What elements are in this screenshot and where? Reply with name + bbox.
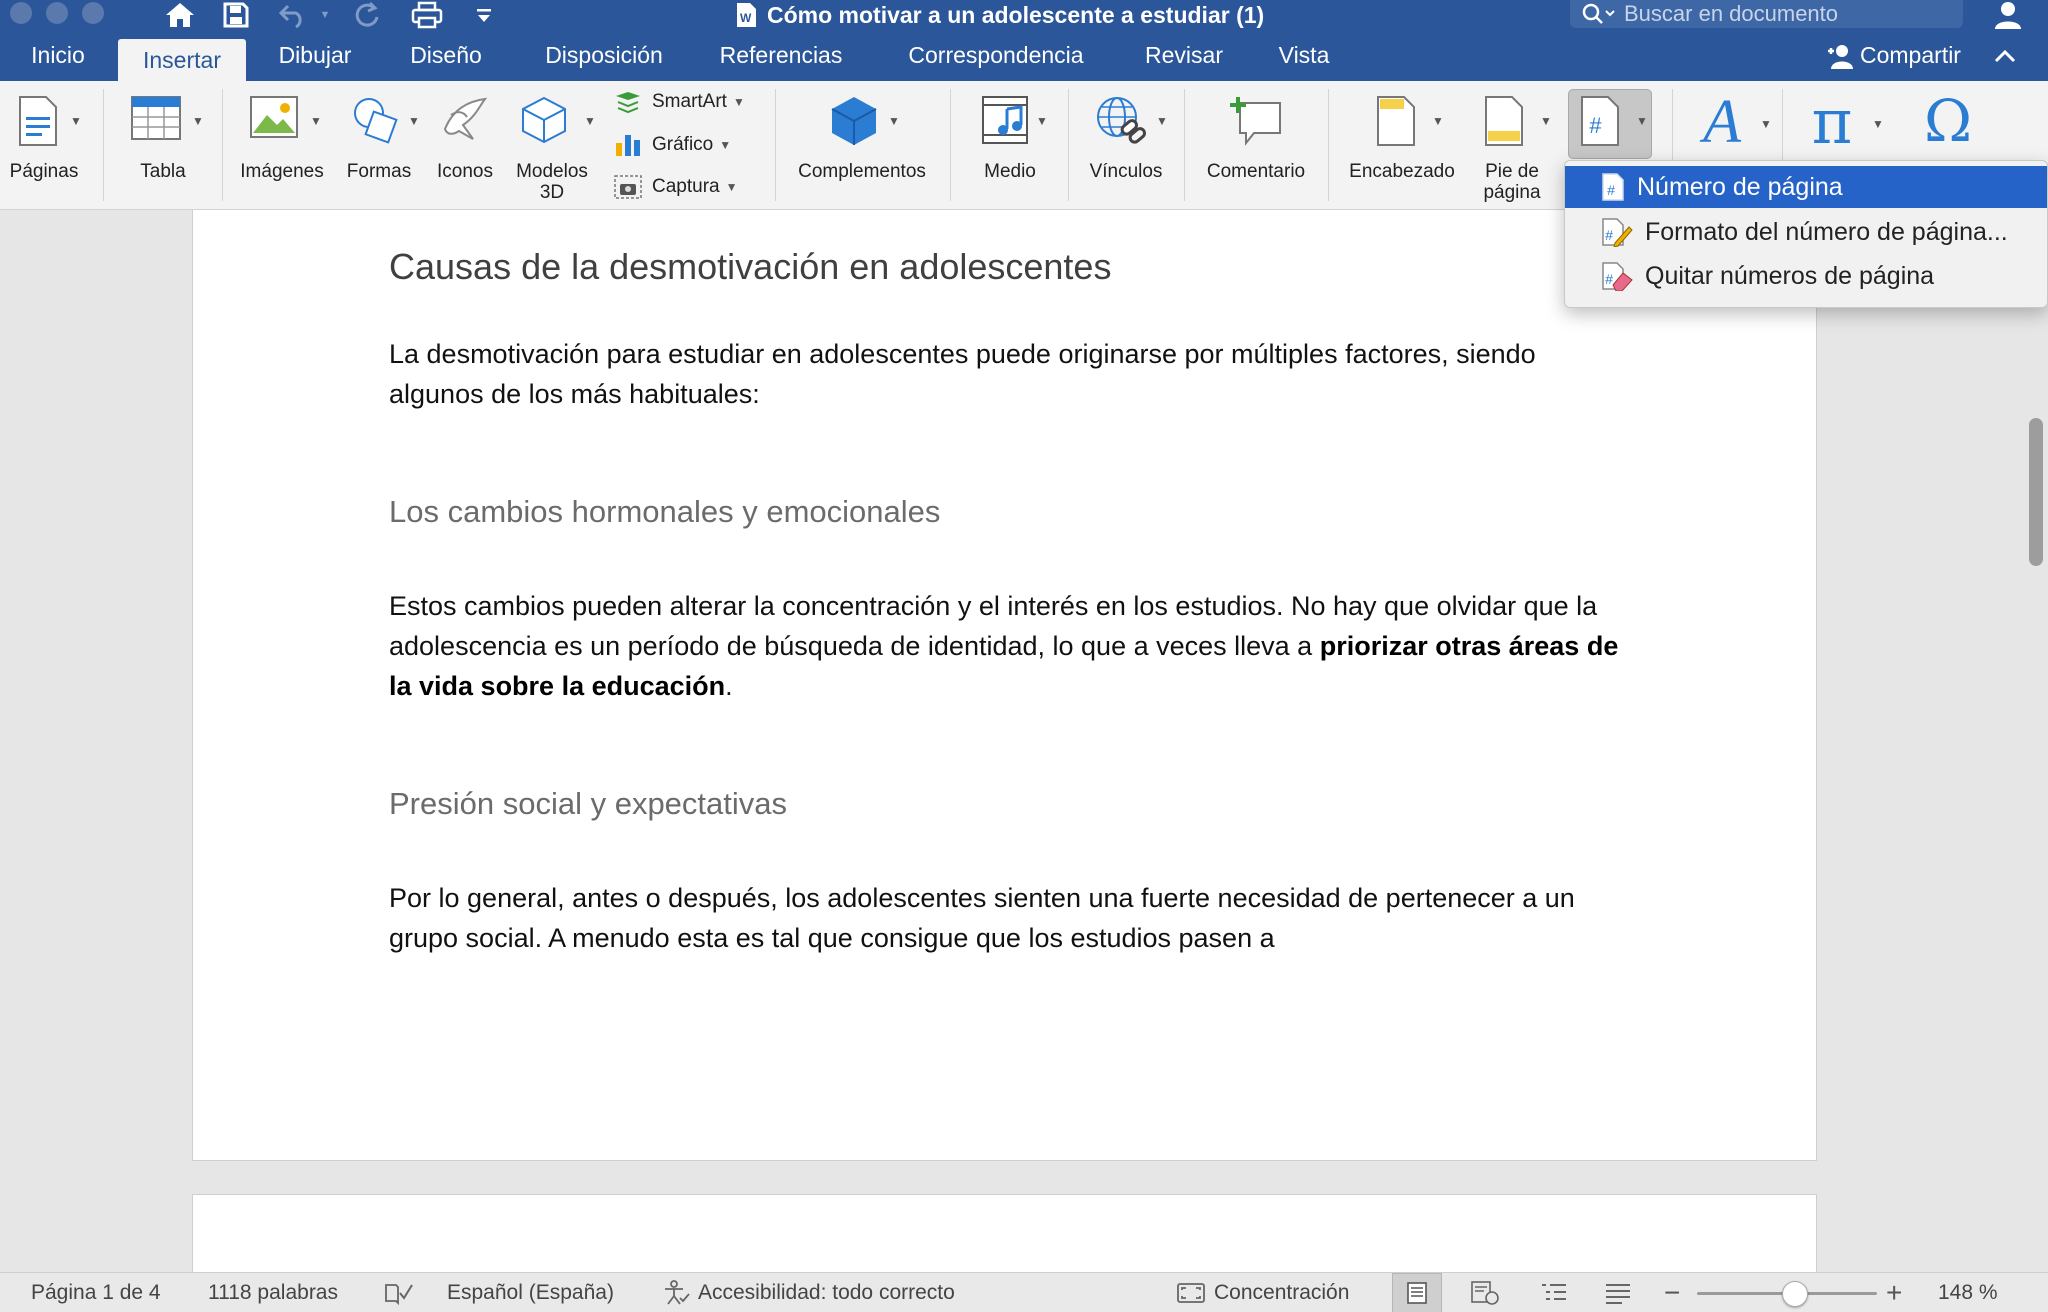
chevron-down-icon: ▼	[1636, 114, 1648, 128]
screenshot-button[interactable]	[614, 170, 738, 204]
draft-view-icon[interactable]	[1604, 1273, 1632, 1312]
document-page-next[interactable]	[192, 1194, 1817, 1272]
account-icon[interactable]	[1988, 0, 2028, 30]
print-icon[interactable]	[408, 0, 446, 30]
customize-toolbar-icon[interactable]	[472, 0, 496, 30]
comment-label: Comentario	[1206, 161, 1306, 182]
chevron-down-icon: ▼	[1540, 114, 1552, 128]
undo-dropdown-icon[interactable]: ▼	[319, 9, 331, 21]
images-label: Imágenes	[240, 161, 324, 182]
close-window-button[interactable]	[10, 2, 32, 24]
ribbon-separator	[222, 89, 223, 201]
page-number-icon	[1578, 95, 1622, 147]
pi-equation-icon: π	[1811, 85, 1853, 158]
language-status[interactable]: Español (España)	[447, 1281, 614, 1304]
svg-text:W: W	[740, 11, 752, 25]
addins-label: Complementos	[798, 161, 926, 182]
menu-item-page-number[interactable]	[1565, 166, 2048, 208]
footer-button[interactable]	[1468, 81, 1556, 210]
image-icon	[249, 95, 299, 139]
subheading-cambios-hormonales: Los cambios hormonales y emocionales	[389, 494, 941, 529]
ribbon-separator	[775, 89, 776, 201]
ribbon-separator	[103, 89, 104, 201]
page-count[interactable]: Página 1 de 4	[31, 1281, 161, 1304]
menu-item-format-page-number-label: Formato del número de página...	[1645, 217, 2008, 246]
pages-label: Páginas	[9, 161, 79, 182]
add-person-icon	[1822, 43, 1854, 69]
pages-button[interactable]	[0, 81, 88, 210]
focus-label: Concentración	[1214, 1281, 1350, 1304]
svg-text:#: #	[1607, 182, 1615, 198]
shapes-label: Formas	[346, 161, 412, 182]
comment-button[interactable]	[1196, 81, 1316, 210]
zoom-window-button[interactable]	[82, 2, 104, 24]
tab-correspondencia[interactable]: Correspondencia	[908, 42, 1084, 68]
chevron-down-icon: ▼	[719, 138, 732, 152]
chevron-down-icon: ▼	[70, 114, 82, 128]
shapes-button[interactable]	[334, 81, 424, 210]
svg-text:#: #	[1605, 227, 1613, 243]
menu-item-remove-page-numbers-label: Quitar números de página	[1645, 261, 1935, 290]
save-icon[interactable]	[220, 0, 252, 30]
chevron-down-icon: ▼	[1036, 114, 1048, 128]
smartart-icon	[614, 90, 642, 114]
addins-cube-icon	[828, 95, 880, 147]
paragraph-cambios-text: Estos cambios pueden alterar la concentración y el interés en los estudios. No hay que olvidar que la adolescencia es un período de búsqueda de identidad, lo que a veces lleva a	[389, 591, 1598, 661]
tab-insertar[interactable]: Insertar	[118, 39, 246, 81]
menu-item-remove-page-numbers[interactable]	[1565, 255, 2048, 297]
tab-referencias[interactable]: Referencias	[719, 42, 843, 68]
footer-label	[1468, 161, 1556, 203]
accessibility-icon	[662, 1280, 690, 1306]
camera-icon	[614, 175, 642, 199]
media-film-icon	[981, 95, 1035, 147]
footer-label-line1: Pie de	[1485, 161, 1539, 182]
link-globe-icon	[1095, 95, 1149, 147]
outline-view-icon[interactable]	[1540, 1273, 1568, 1312]
vertical-scrollbar[interactable]	[2026, 210, 2048, 1272]
accessibility-label: Accesibilidad: todo correcto	[698, 1281, 955, 1304]
media-label: Medio	[984, 161, 1036, 182]
word-document-icon	[735, 2, 757, 28]
collapse-ribbon-chevron-up-icon[interactable]	[1994, 30, 2016, 81]
tab-dibujar[interactable]: Dibujar	[278, 42, 352, 68]
tab-disposicion[interactable]: Disposición	[545, 42, 663, 68]
search-icon	[1582, 3, 1616, 25]
header-label: Encabezado	[1349, 161, 1455, 182]
ribbon-separator	[1328, 89, 1329, 201]
scrollbar-thumb[interactable]	[2029, 418, 2043, 566]
pages-icon	[16, 95, 60, 147]
svg-text:#: #	[1589, 113, 1602, 138]
chevron-down-icon: ▼	[192, 114, 204, 128]
images-button[interactable]	[234, 81, 330, 210]
paragraph-intro: La desmotivación para estudiar en adolescentes puede originarse por múltiples factores, siendo algunos de los más habituales:	[389, 339, 1536, 409]
page-number-menu	[1564, 160, 2048, 308]
cube-icon	[519, 95, 569, 145]
chevron-down-icon: ▼	[584, 114, 596, 128]
chevron-down-icon: ▼	[725, 180, 738, 194]
3d-models-button[interactable]	[504, 81, 600, 210]
3d-models-label-line1: Modelos	[516, 161, 588, 182]
heading-causas: Causas de la desmotivación en adolescentes	[389, 246, 1112, 287]
menu-item-page-number-label: Número de página	[1637, 172, 1843, 201]
tab-revisar[interactable]: Revisar	[1145, 42, 1223, 68]
remove-page-numbers-eraser-icon	[1601, 261, 1633, 291]
paragraph-cambios-bold: priorizar otras áreas de la vida sobre la educación	[389, 631, 1619, 701]
focus-mode-button[interactable]	[1176, 1273, 1349, 1312]
share-button[interactable]	[1822, 30, 1961, 81]
smartart-label: SmartArt	[652, 91, 727, 112]
chevron-down-icon: ▼	[1156, 114, 1168, 128]
page-number-icon	[1601, 172, 1625, 202]
footer-label-line2: página	[1483, 182, 1541, 203]
document-title-text: Cómo motivar a un adolescente a estudiar (1)	[767, 1, 1265, 28]
3d-models-label	[504, 161, 600, 203]
subheading-presion-social: Presión social y expectativas	[389, 786, 788, 821]
chevron-down-icon: ▼	[408, 114, 420, 128]
smartart-button[interactable]	[614, 85, 745, 119]
chevron-down-icon: ▼	[888, 114, 900, 128]
web-layout-view-icon[interactable]	[1470, 1273, 1500, 1312]
search-placeholder: Buscar en documento	[1624, 1, 1839, 26]
status-bar	[0, 1272, 2048, 1312]
redo-icon[interactable]	[350, 0, 384, 30]
chart-label: Gráfico	[652, 134, 714, 155]
ribbon-tab-bar	[0, 30, 2048, 81]
bar-chart-icon	[614, 133, 642, 157]
text-box-icon: A	[1703, 88, 1741, 156]
chevron-down-icon: ▼	[732, 95, 745, 109]
chevron-down-icon: ▼	[1872, 117, 1884, 131]
chevron-down-icon: ▼	[1432, 114, 1444, 128]
paragraph-cambios-end: .	[725, 671, 733, 701]
zoom-out-icon[interactable]: −	[1664, 1277, 1681, 1308]
links-label: Vínculos	[1089, 161, 1163, 182]
omega-symbol-icon: Ω	[1923, 87, 1973, 155]
icons-label: Iconos	[437, 161, 493, 182]
header-icon	[1374, 95, 1418, 147]
header-button[interactable]	[1340, 81, 1464, 210]
document-title	[735, 0, 1264, 30]
proofing-book-icon[interactable]	[384, 1273, 414, 1312]
title-bar	[0, 0, 2048, 30]
paragraph-presion: Por lo general, antes o después, los adolescentes sienten una fuerte necesidad de pertenecer a un grupo social. A menudo esta es tal que consigue que los estudios pasen a	[389, 883, 1575, 953]
format-page-number-icon	[1601, 217, 1633, 247]
ribbon-separator	[950, 89, 951, 201]
shapes-icon	[349, 95, 399, 145]
3d-models-label-line2: 3D	[539, 182, 565, 203]
minimize-window-button[interactable]	[46, 2, 68, 24]
home-icon[interactable]	[162, 0, 198, 30]
accessibility-status[interactable]	[662, 1273, 955, 1312]
links-button[interactable]	[1076, 81, 1176, 210]
icons-button[interactable]	[428, 81, 502, 210]
ribbon-separator	[1068, 89, 1069, 201]
search-document-input[interactable]	[1570, 0, 1963, 28]
table-button[interactable]	[116, 81, 210, 210]
document-canvas[interactable]	[0, 210, 2048, 1272]
share-label: Compartir	[1860, 42, 1961, 68]
table-icon	[130, 95, 182, 141]
bird-icon	[439, 95, 491, 145]
tab-inicio[interactable]: Inicio	[31, 42, 85, 68]
chevron-down-icon: ▼	[1760, 117, 1772, 131]
zoom-slider-thumb[interactable]	[1782, 1281, 1808, 1307]
chevron-down-icon: ▼	[310, 114, 322, 128]
chart-button[interactable]	[614, 128, 731, 162]
tab-vista[interactable]: Vista	[1278, 42, 1330, 68]
screenshot-label: Captura	[652, 176, 720, 197]
svg-text:#: #	[1605, 271, 1613, 287]
zoom-level[interactable]: 148 %	[1938, 1281, 1998, 1304]
footer-icon	[1482, 95, 1526, 147]
menu-item-format-page-number[interactable]	[1565, 211, 2048, 253]
zoom-in-icon[interactable]: +	[1886, 1277, 1903, 1308]
print-layout-view-icon[interactable]	[1392, 1273, 1442, 1312]
tab-diseno[interactable]: Diseño	[410, 42, 482, 68]
paragraph-cambios	[389, 586, 1629, 706]
media-button[interactable]	[960, 81, 1060, 210]
addins-button[interactable]	[782, 81, 942, 210]
undo-icon[interactable]	[276, 0, 312, 30]
table-label: Tabla	[140, 161, 186, 182]
ribbon-separator	[1184, 89, 1185, 201]
new-comment-icon	[1228, 95, 1284, 149]
focus-icon	[1176, 1282, 1206, 1304]
word-count[interactable]: 1118 palabras	[208, 1281, 338, 1304]
document-page[interactable]	[192, 210, 1817, 1161]
